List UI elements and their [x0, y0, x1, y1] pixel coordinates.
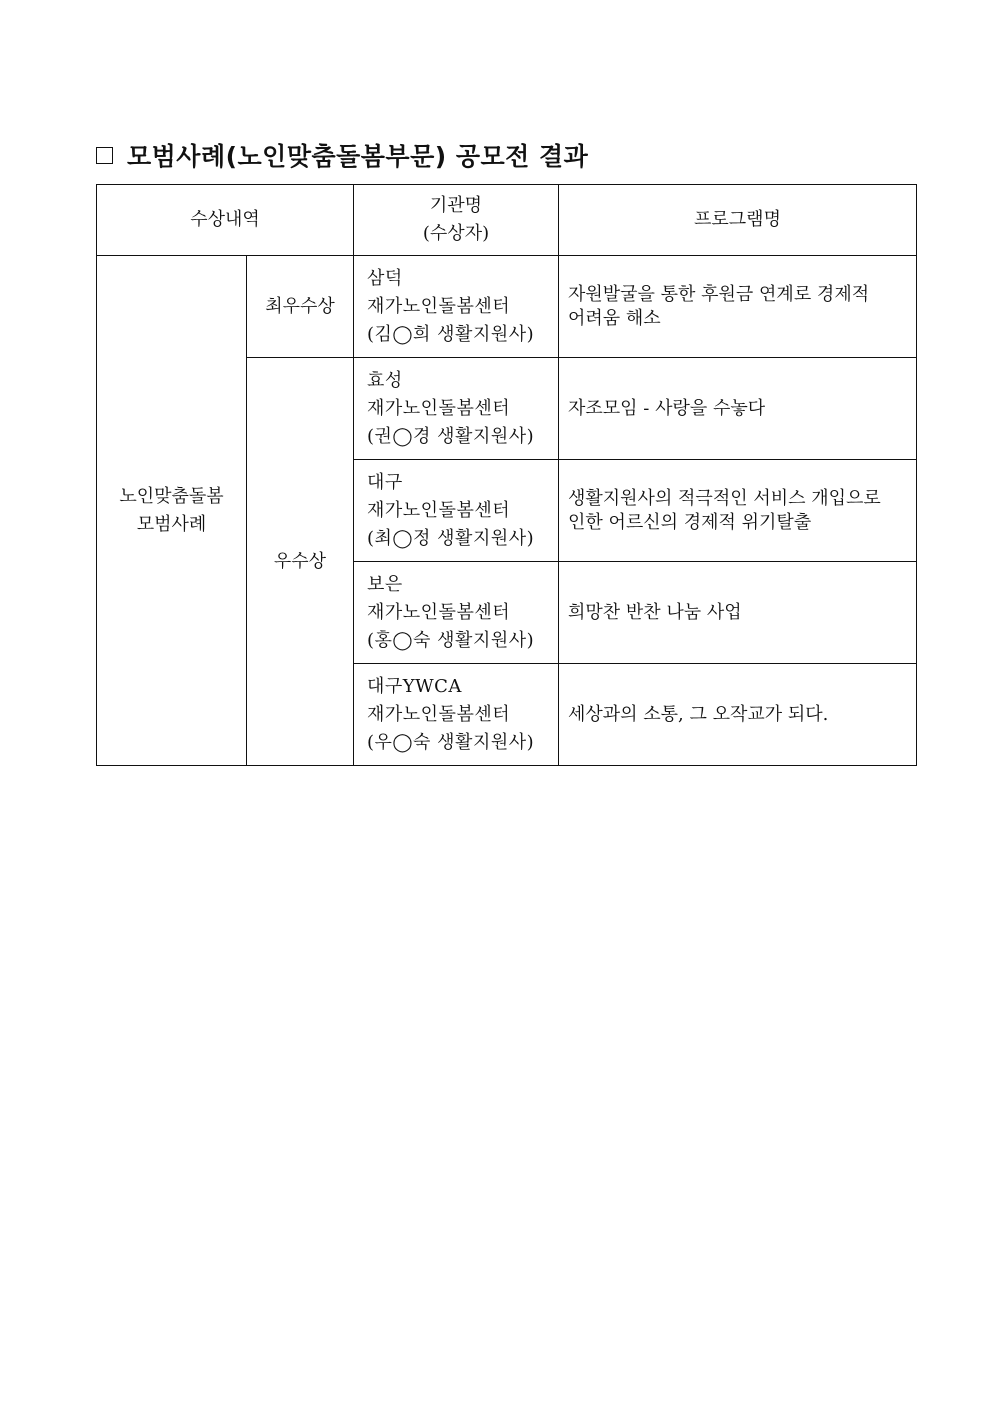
grade-top-award: 최우수상: [247, 256, 354, 358]
table-header-row: [97, 185, 917, 256]
table-row: [97, 256, 917, 358]
org-cell: 보은 재가노인돌봄센터 (홍◯숙 생활지원사): [354, 562, 559, 664]
category-cell: 노인맞춤돌봄 모범사례: [97, 256, 247, 766]
header-award: 수상내역: [97, 185, 354, 256]
header-organization: 기관명 (수상자): [354, 185, 559, 256]
org-cell: 대구 재가노인돌봄센터 (최◯정 생활지원사): [354, 460, 559, 562]
grade-excellence-award: 우수상: [247, 358, 354, 766]
org-cell: 삼덕 재가노인돌봄센터 (김◯희 생활지원사): [354, 256, 559, 358]
results-table: [96, 184, 917, 766]
program-cell: 생활지원사의 적극적인 서비스 개입으로 인한 어르신의 경제적 위기탈출: [559, 460, 917, 562]
org-cell: 대구YWCA 재가노인돌봄센터 (우◯숙 생활지원사): [354, 664, 559, 766]
empty-square-icon: [96, 147, 113, 164]
header-program: 프로그램명: [559, 185, 917, 256]
org-cell: 효성 재가노인돌봄센터 (권◯경 생활지원사): [354, 358, 559, 460]
section-heading: [96, 138, 588, 172]
program-cell: 자조모임 - 사랑을 수놓다: [559, 358, 917, 460]
heading-title: 모범사례(노인맞춤돌봄부문) 공모전 결과: [127, 142, 589, 171]
program-cell: 희망찬 반찬 나눔 사업: [559, 562, 917, 664]
program-cell: 세상과의 소통, 그 오작교가 되다.: [559, 664, 917, 766]
program-cell: 자원발굴을 통한 후원금 연계로 경제적 어려움 해소: [559, 256, 917, 358]
